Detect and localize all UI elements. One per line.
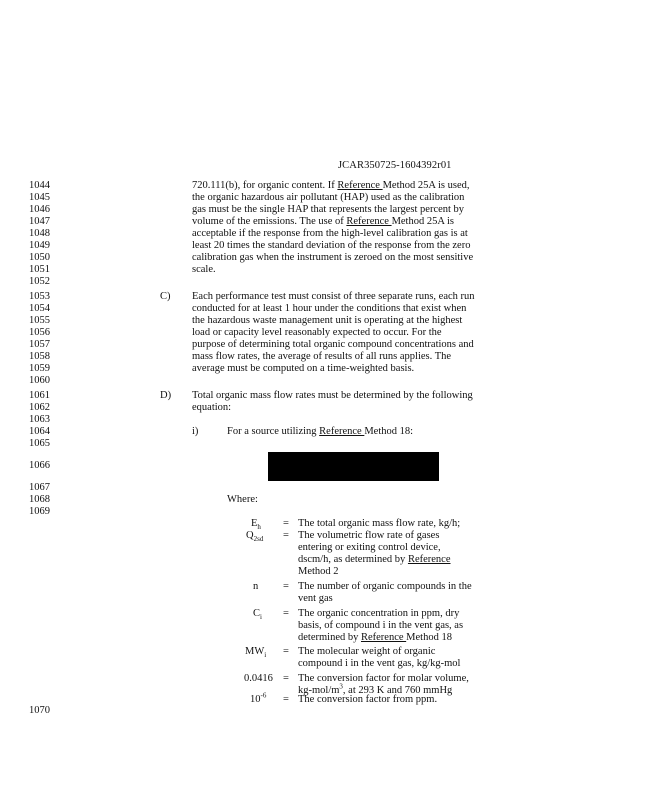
where-label: Where: [227, 494, 258, 505]
equals-sign: = [283, 673, 289, 684]
line-number: 1067 [29, 482, 50, 493]
paragraph-line: calibration gas when the instrument is zeroed on the most sensitive [192, 252, 474, 263]
line-number: 1049 [29, 240, 50, 251]
definition-symbol: $E_h$ [251, 518, 261, 532]
paragraph-line: Total organic mass flow rates must be determined by the following [192, 390, 473, 401]
definition-text: entering or exiting control device, [298, 542, 441, 553]
equals-sign: = [283, 530, 289, 541]
equals-sign: = [283, 608, 289, 619]
definition-text: The conversion factor from ppm. [298, 694, 438, 705]
paragraph-line: the hazardous waste management unit is operating at the highest [192, 315, 463, 326]
line-number: 1050 [29, 252, 50, 263]
paragraph-line: load or capacity level reasonably expected to occur. For the [192, 327, 442, 338]
definition-symbol: $C_i$ [253, 608, 262, 622]
line-number: 1068 [29, 494, 50, 505]
line-number: 1063 [29, 414, 50, 425]
line-number: 1066 [29, 460, 50, 471]
definition-text: determined by Reference Method 18 [298, 632, 452, 643]
subsection-label: D) [160, 390, 172, 401]
line-number: 1045 [29, 192, 50, 203]
definition-text: The organic concentration in ppm, dry [298, 608, 460, 619]
paragraph-line: acceptable if the response from the high-level calibration gas is at [192, 228, 468, 239]
paragraph-line: scale. [192, 264, 216, 275]
line-number: 1062 [29, 402, 50, 413]
paragraph-line: For a source utilizing Reference Method 18: [227, 426, 414, 437]
line-number: 1065 [29, 438, 50, 449]
line-number: 1058 [29, 351, 50, 362]
subsection-label: i) [192, 426, 199, 437]
line-number: 1069 [29, 506, 50, 517]
line-number: 1060 [29, 375, 50, 386]
line-number: 1064 [29, 426, 50, 437]
definition-text: The conversion factor for molar volume, [298, 673, 469, 684]
line-number: 1048 [29, 228, 50, 239]
paragraph-line: the organic hazardous air pollutant (HAP) used as the calibration [192, 192, 465, 203]
line-number: 1053 [29, 291, 50, 302]
line-number: 1056 [29, 327, 50, 338]
equals-sign: = [283, 694, 289, 705]
paragraph-line: 720.111(b), for organic content. If Reference Method 25A is used, [192, 180, 470, 191]
definition-text: compound i in the vent gas, kg/kg-mol [298, 658, 461, 669]
definition-text: basis, of compound i in the vent gas, as [298, 620, 464, 631]
paragraph-line: mass flow rates, the average of results of all runs applies. The [192, 351, 452, 362]
definition-symbol: $10^{-6}$ [250, 691, 267, 705]
definition-text: dscm/h, as determined by Reference [298, 554, 451, 565]
paragraph-line: gas must be the single HAP that represents the largest percent by [192, 204, 465, 215]
paragraph-line: Each performance test must consist of three separate runs, each run [192, 291, 475, 302]
definition-text: vent gas [298, 593, 333, 604]
definition-text: Method 2 [298, 566, 339, 577]
line-number: 1054 [29, 303, 50, 314]
definition-text: $kg-mol/m^3$, at 293 K and 760 mmHg [298, 682, 453, 696]
paragraph-line: conducted for at least 1 hour under the conditions that exist when [192, 303, 467, 314]
line-number: 1059 [29, 363, 50, 374]
definition-text: The total organic mass flow rate, kg/h; [298, 518, 461, 529]
paragraph-line: volume of the emissions. The use of Reference Method 25A is [192, 216, 454, 227]
line-number: 1051 [29, 264, 50, 275]
definition-symbol: n [253, 581, 259, 592]
definition-symbol: $Q_{2sd}$ [246, 530, 264, 544]
line-number: 1046 [29, 204, 50, 215]
definition-symbol: $MW_i$ [245, 646, 267, 660]
line-number: 1057 [29, 339, 50, 350]
paragraph-line: purpose of determining total organic compound concentrations and [192, 339, 474, 350]
equals-sign: = [283, 518, 289, 529]
line-number: 1052 [29, 276, 50, 287]
line-number: 1070 [29, 705, 50, 716]
line-number: 1047 [29, 216, 50, 227]
definition-text: The volumetric flow rate of gases [298, 530, 440, 541]
document-id: JCAR350725-1604392r01 [338, 160, 452, 171]
subsection-label: C) [160, 291, 171, 302]
paragraph-line: equation: [192, 402, 232, 413]
paragraph-line: least 20 times the standard deviation of the response from the zero [192, 240, 471, 251]
definition-text: The number of organic compounds in the [298, 581, 472, 592]
equation-image [268, 452, 439, 481]
line-number: 1061 [29, 390, 50, 401]
equals-sign: = [283, 646, 289, 657]
line-number: 1044 [29, 180, 50, 191]
paragraph-line: average must be computed on a time-weighted basis. [192, 363, 415, 374]
equals-sign: = [283, 581, 289, 592]
definition-symbol: 0.0416 [244, 673, 273, 684]
definition-text: The molecular weight of organic [298, 646, 436, 657]
line-number: 1055 [29, 315, 50, 326]
